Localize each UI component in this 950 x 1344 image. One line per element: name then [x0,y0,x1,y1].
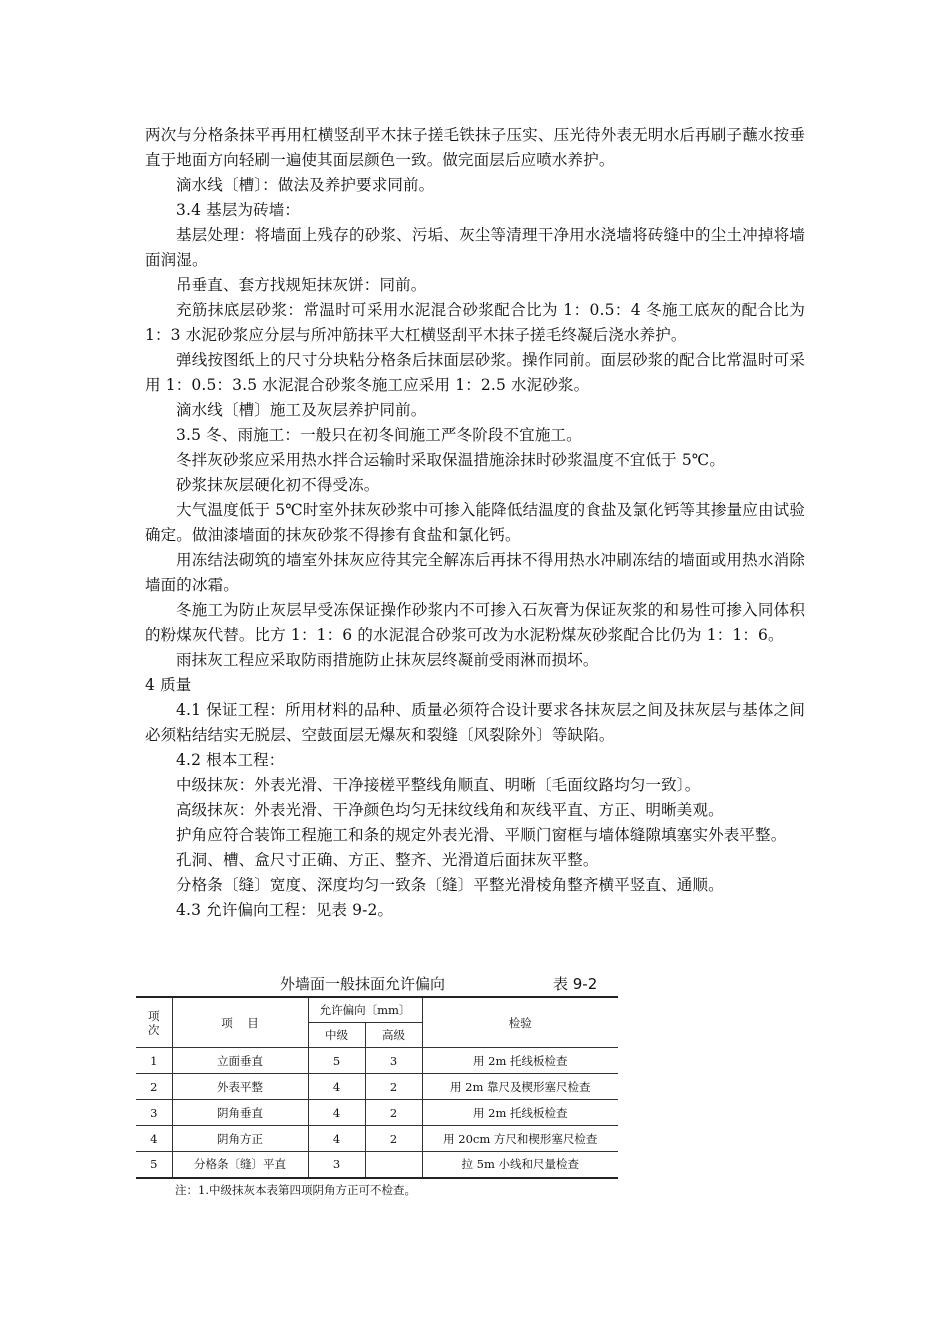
row-no: 5 [136,1152,172,1178]
row-item: 分格条〔缝〕平直 [172,1152,308,1178]
document-body [145,123,805,923]
row-high: 3 [365,1048,422,1074]
paragraph: 分格条〔缝〕宽度、深度均匀一致条〔缝〕平整光滑棱角整齐横平竖直、通顺。 [176,876,724,894]
header-high: 高级 [365,1023,422,1048]
table-row [136,1152,618,1178]
paragraph: 3.5 冬、雨施工：一般只在初冬间施工严冬阶段不宜施工。 [176,426,582,444]
row-check: 拉 5m 小线和尺量检查 [422,1152,618,1178]
table-row [136,1126,618,1152]
table-row [136,1074,618,1100]
paragraph: 4 质量 [145,676,192,694]
header-item: 项 目 [172,997,308,1048]
row-no: 3 [136,1100,172,1126]
paragraph: 高级抹灰：外表光滑、干净颜色均匀无抹纹线角和灰线平直、方正、明晰美观。 [176,801,724,819]
table-row [136,1100,618,1126]
row-check: 用 20cm 方尺和楔形塞尺检查 [422,1126,618,1152]
header-tolerance: 允许偏向〔mm〕 [308,997,422,1023]
paragraph: 砂浆抹灰层硬化初不得受冻。 [176,476,380,494]
paragraph: 吊垂直、套方找规矩抹灰饼：同前。 [176,276,427,294]
paragraph: 中级抹灰：外表光滑、干净接槎平整线角顺直、明晰〔毛面纹路均匀一致〕。 [176,776,701,794]
row-medium: 3 [308,1152,365,1178]
paragraph: 滴水线〔槽〕施工及灰层养护同前。 [176,401,427,419]
row-high: 2 [365,1074,422,1100]
paragraph: 3.4 基层为砖墙： [176,201,301,219]
paragraph: 4.1 保证工程：所用材料的品种、质量必须符合设计要求各抹灰层之间及抹灰层与基体之间必须粘结结实无脱层、空鼓面层无爆灰和裂缝〔风裂除外〕等缺陷。 [145,701,805,744]
paragraph: 滴水线〔槽〕：做法及养护要求同前。 [176,176,435,194]
row-no: 2 [136,1074,172,1100]
paragraph: 4.3 允许偏向工程：见表 9-2。 [176,901,394,919]
table-note: 注：1.中级抹灰本表第四项阴角方正可不检查。 [175,1183,416,1197]
table-title: 外墙面一般抹面允许偏向 [280,975,446,993]
paragraph: 充筋抹底层砂浆：常温时可采用水泥混合砂浆配合比为 1：0.5：4 冬施工底灰的配合比为 1：3 水泥砂浆应分层与所冲筋抹平大杠横竖刮平木抹子搓毛终凝后浇水养护。 [145,301,805,344]
table-caption [145,973,615,997]
row-item: 阴角方正 [172,1126,308,1152]
paragraph: 用冻结法砌筑的墙室外抹灰应待其完全解冻后再抹不得用热水冲刷冻结的墙面或用热水消除墙面的冰霜。 [145,551,805,594]
row-medium: 4 [308,1074,365,1100]
paragraph: 雨抹灰工程应采取防雨措施防止抹灰层终凝前受雨淋而损坏。 [176,651,599,669]
header-medium: 中级 [308,1023,365,1048]
paragraph: 弹线按图纸上的尺寸分块粘分格条后抹面层砂浆。操作同前。面层砂浆的配合比常温时可采用 1：0.5：3.5 水泥混合砂浆冬施工应采用 1：2.5 水泥砂浆。 [145,351,805,394]
table-number: 表 9-2 [553,975,598,993]
row-medium: 4 [308,1100,365,1126]
row-medium: 4 [308,1126,365,1152]
table-row [136,1048,618,1074]
row-high [365,1152,422,1178]
row-check: 用 2m 托线板检查 [422,1048,618,1074]
paragraph: 护角应符合装饰工程施工和条的规定外表光滑、平顺门窗框与墙体缝隙填塞实外表平整。 [176,826,787,844]
paragraph: 两次与分格条抹平再用杠横竖刮平木抹子搓毛铁抹子压实、压光待外表无明水后再刷子蘸水按垂直于地面方向轻刷一遍使其面层颜色一致。做完面层后应喷水养护。 [145,126,805,169]
row-check: 用 2m 靠尺及楔形塞尺检查 [422,1074,618,1100]
row-high: 2 [365,1126,422,1152]
row-no: 1 [136,1048,172,1074]
row-high: 2 [365,1100,422,1126]
paragraph: 冬施工为防止灰层早受冻保证操作砂浆内不可掺入石灰膏为保证灰浆的和易性可掺入同体积的粉煤灰代替。比方 1：1：6 的水泥混合砂浆可改为水泥粉煤灰砂浆配合比仍为 1：1：6。 [145,601,805,644]
row-no: 4 [136,1126,172,1152]
header-check: 检验 [422,997,618,1048]
paragraph: 冬拌灰砂浆应采用热水拌合运输时采取保温措施涂抹时砂浆温度不宜低于 5℃。 [176,451,726,469]
header-index: 项 次 [136,997,172,1048]
paragraph: 4.2 根本工程： [176,751,285,769]
paragraph: 孔洞、槽、盒尺寸正确、方正、整齐、光滑道后面抹灰平整。 [176,851,599,869]
row-item: 阴角垂直 [172,1100,308,1126]
paragraph: 大气温度低于 5℃时室外抹灰砂浆中可掺入能降低结温度的食盐及氯化钙等其掺量应由试验确定。做油漆墙面的抹灰砂浆不得掺有食盐和氯化钙。 [145,501,805,544]
row-item: 立面垂直 [172,1048,308,1074]
row-medium: 5 [308,1048,365,1074]
tolerance-table [136,996,618,1179]
row-check: 用 2m 托线板检查 [422,1100,618,1126]
row-item: 外表平整 [172,1074,308,1100]
paragraph: 基层处理：将墙面上残存的砂浆、污垢、灰尘等清理干净用水浇墙将砖缝中的尘土冲掉将墙面润湿。 [145,226,805,269]
